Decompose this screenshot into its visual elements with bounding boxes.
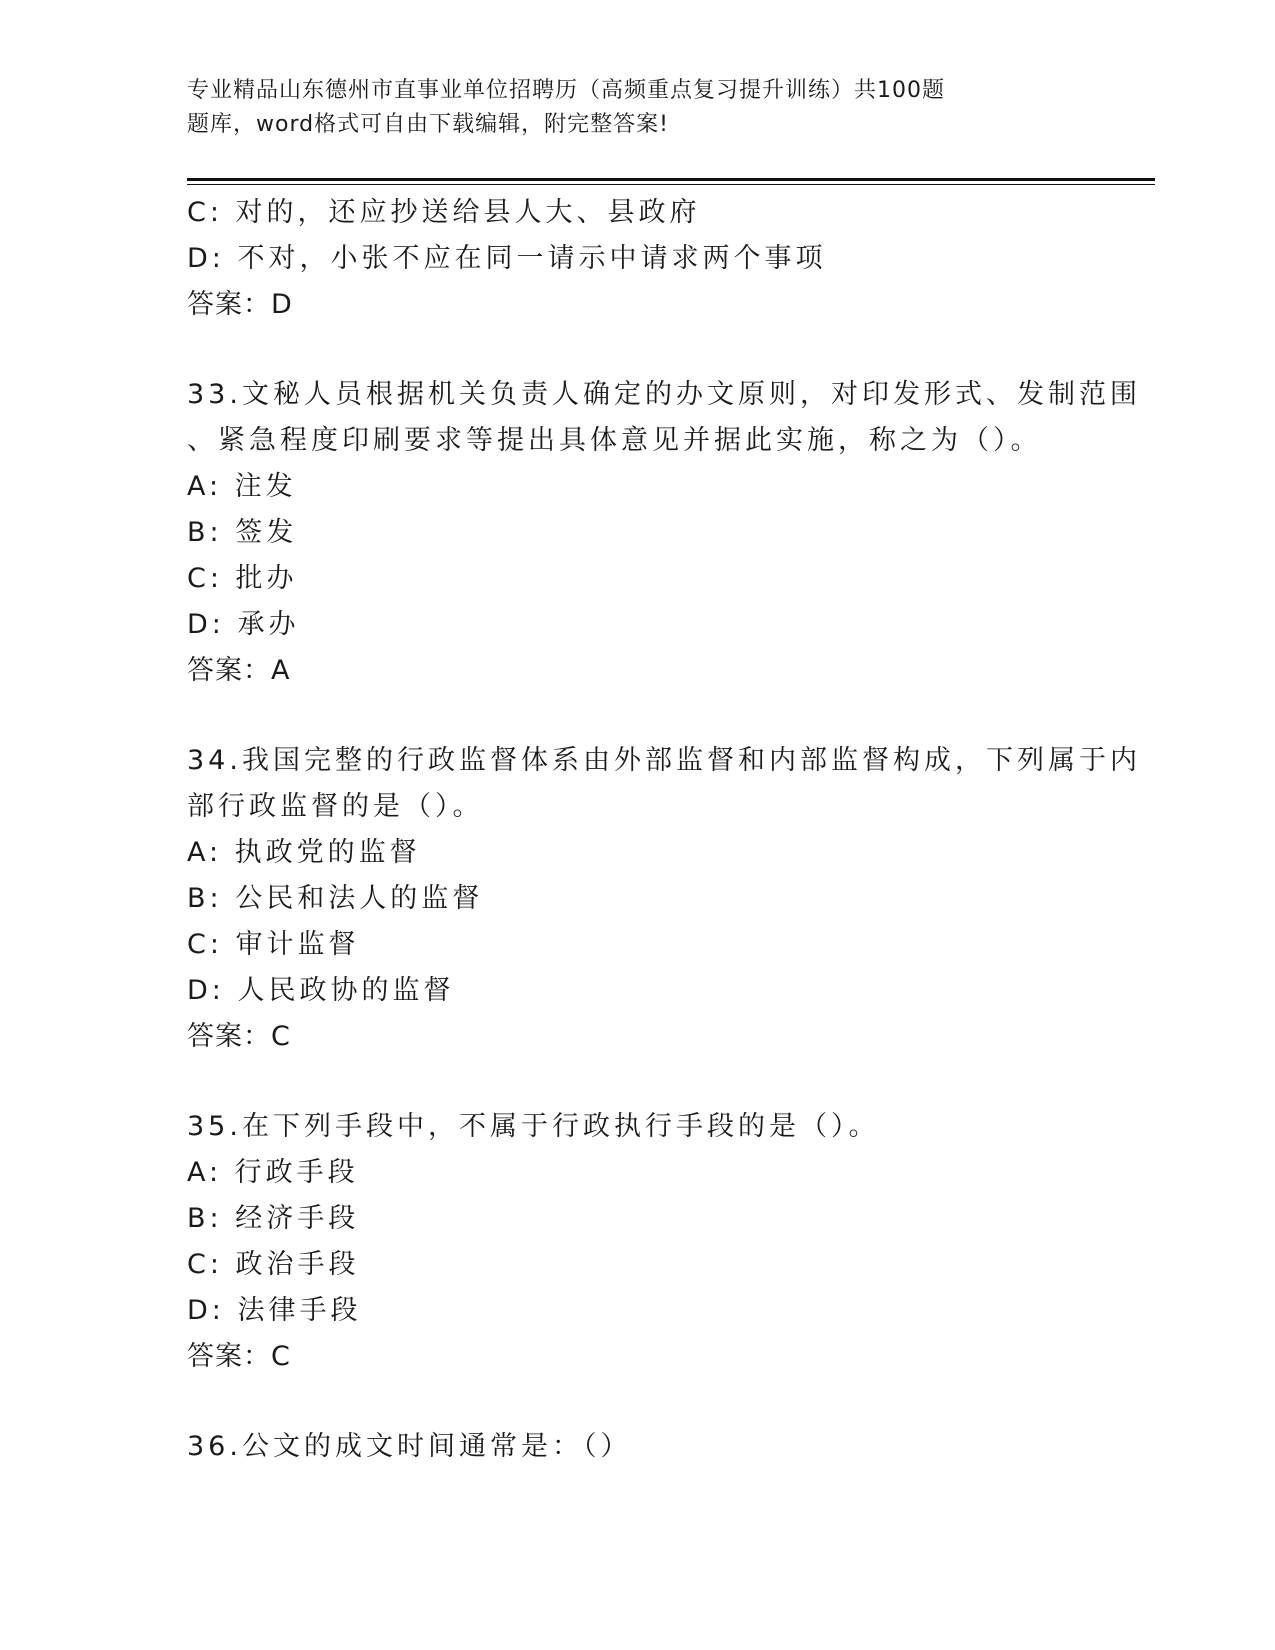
option-a: A: 行政手段 xyxy=(187,1157,359,1188)
option-a: A: 注发 xyxy=(187,471,297,502)
question-stem: 36.公文的成文时间通常是：（） xyxy=(187,1431,632,1462)
answer-label: 答案：D xyxy=(187,289,293,320)
question-list xyxy=(187,190,1141,1470)
option-c: C: 对的，还应抄送给县人大、县政府 xyxy=(187,197,701,228)
answer-label: 答案：C xyxy=(187,1021,291,1052)
option-d: D: 不对，小张不应在同一请示中请求两个事项 xyxy=(187,243,827,274)
question-spacer xyxy=(187,1060,1087,1104)
header-divider-thin xyxy=(187,184,1155,185)
question-34 xyxy=(187,738,1141,1060)
option-c: C: 批办 xyxy=(187,563,298,594)
header-title-line1: 专业精品山东德州市直事业单位招聘历（高频重点复习提升训练）共100题 xyxy=(187,78,945,103)
question-spacer xyxy=(187,328,1087,372)
question-stem-continued: 、紧急程度印刷要求等提出具体意见并据此实施，称之为（）。 xyxy=(187,425,1042,456)
option-d: D: 人民政协的监督 xyxy=(187,975,455,1006)
header-title-line2: 题库，word格式可自由下载编辑，附完整答案! xyxy=(187,112,669,137)
question-35 xyxy=(187,1104,1087,1380)
answer-label: 答案：A xyxy=(187,655,291,686)
option-b: B: 经济手段 xyxy=(187,1203,360,1234)
option-d: D: 承办 xyxy=(187,609,300,640)
question-32-tail xyxy=(187,190,1087,328)
question-spacer xyxy=(187,694,1087,738)
answer-label: 答案：C xyxy=(187,1341,291,1372)
question-stem: 33.文秘人员根据机关负责人确定的办文原则，对印发形式、发制范围 xyxy=(187,379,1141,410)
question-stem: 34.我国完整的行政监督体系由外部监督和内部监督构成，下列属于内 xyxy=(187,745,1141,776)
option-a: A: 执政党的监督 xyxy=(187,837,421,868)
option-c: C: 审计监督 xyxy=(187,929,360,960)
option-b: B: 公民和法人的监督 xyxy=(187,883,484,914)
option-d: D: 法律手段 xyxy=(187,1295,362,1326)
question-stem: 35.在下列手段中，不属于行政执行手段的是（）。 xyxy=(187,1111,880,1142)
question-33 xyxy=(187,372,1141,694)
question-spacer xyxy=(187,1380,1087,1424)
document-header xyxy=(187,74,1047,142)
question-stem-continued: 部行政监督的是（）。 xyxy=(187,791,484,822)
header-divider-thick xyxy=(187,178,1155,181)
option-b: B: 签发 xyxy=(187,517,298,548)
question-36 xyxy=(187,1424,1087,1470)
option-c: C: 政治手段 xyxy=(187,1249,360,1280)
